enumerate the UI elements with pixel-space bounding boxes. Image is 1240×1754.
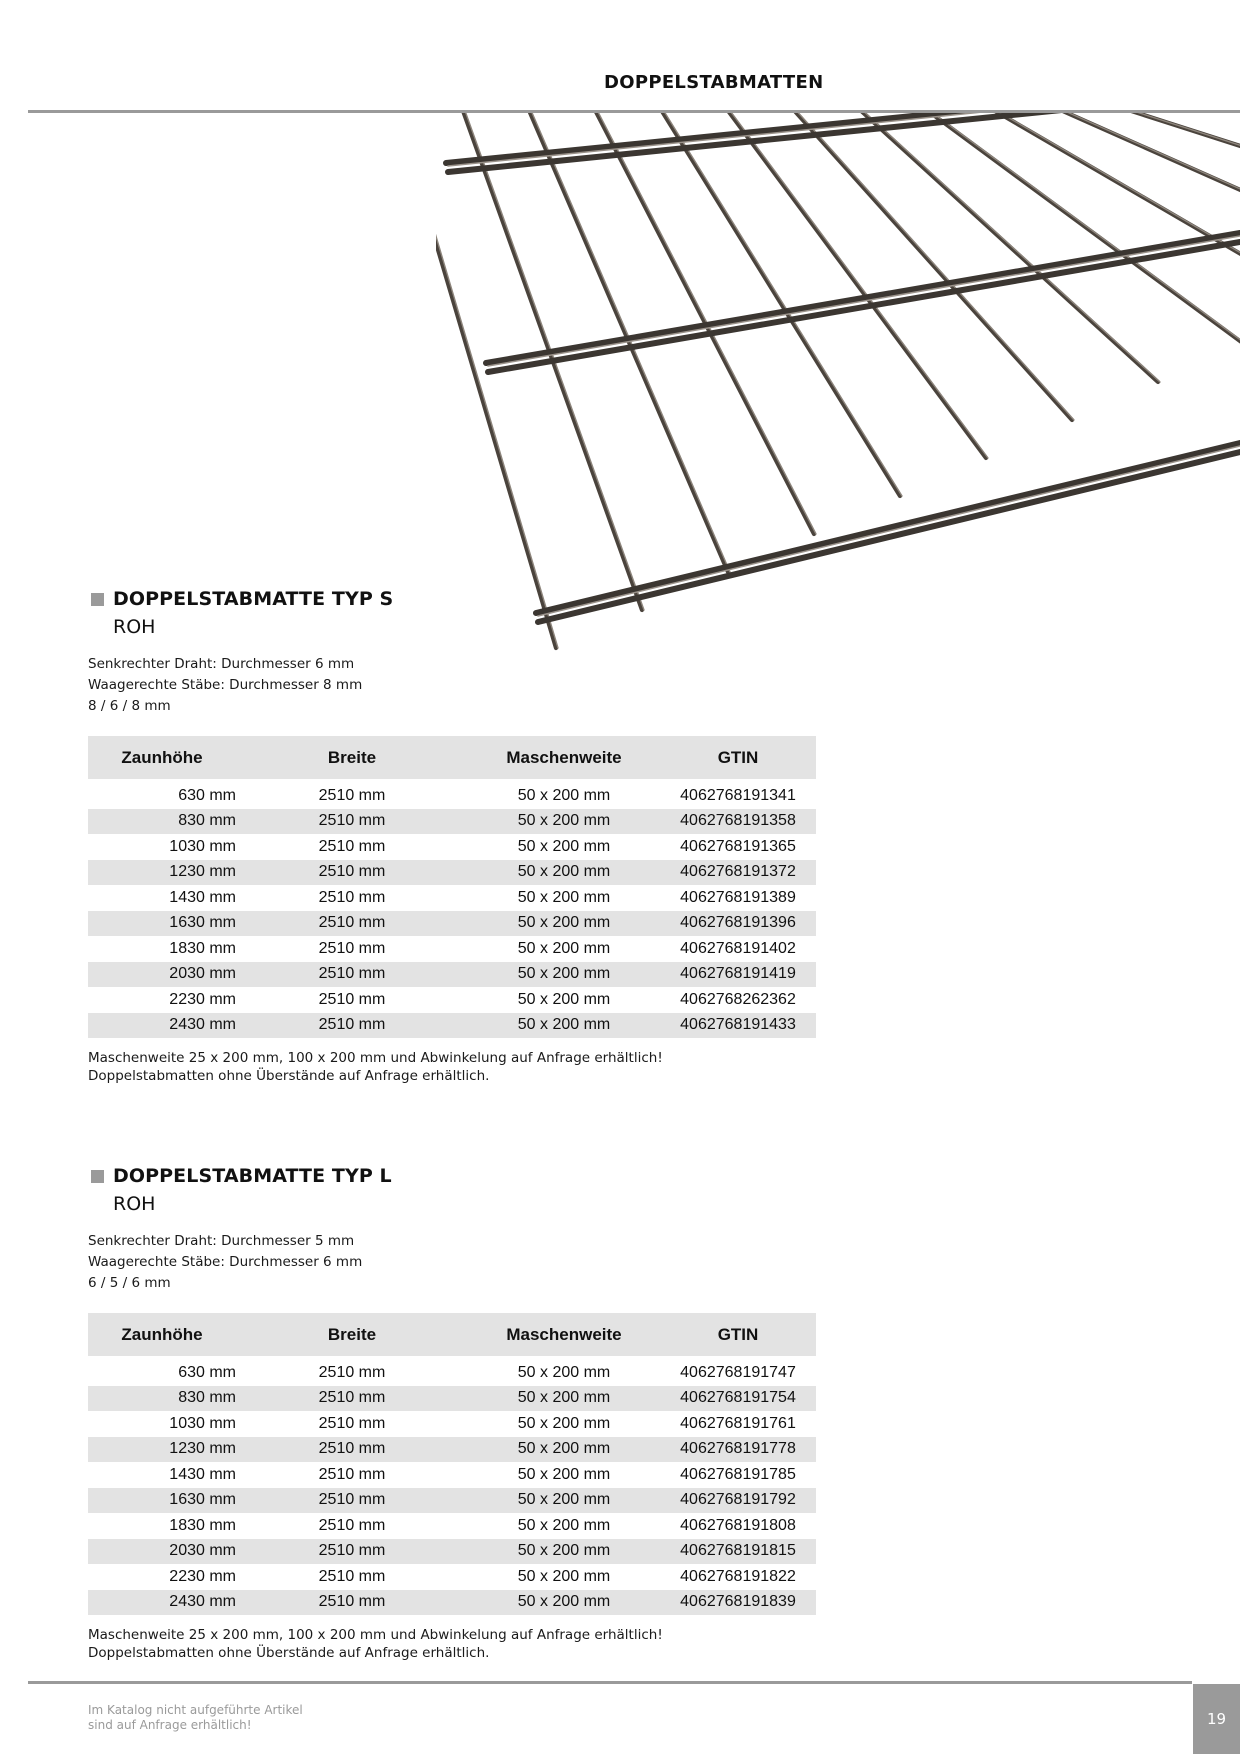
cell-maschenweite: 50 x 200 mm (468, 809, 660, 835)
cell-text: 1430 mm (169, 1465, 236, 1483)
cell-maschenweite: 50 x 200 mm (468, 1513, 660, 1539)
cell-breite: 2510 mm (236, 1462, 468, 1488)
footer-note-line: Im Katalog nicht aufgeführte Artikel (88, 1703, 303, 1717)
table-row (88, 809, 816, 835)
cell-gtin: 4062768191365 (660, 834, 816, 860)
table-row (88, 860, 816, 886)
cell-breite: 2510 mm (236, 1590, 468, 1616)
column-header-breite: Breite (236, 1313, 468, 1356)
cell-breite: 2510 mm (236, 860, 468, 886)
cell-maschenweite: 50 x 200 mm (468, 962, 660, 988)
spec-line: 6 / 5 / 6 mm (88, 1275, 171, 1291)
cell-text: 2030 mm (169, 965, 236, 983)
table-header-row (88, 736, 816, 779)
table-row (88, 783, 816, 809)
cell-breite: 2510 mm (236, 783, 468, 809)
cell-breite: 2510 mm (236, 1488, 468, 1514)
cell-gtin: 4062768191358 (660, 809, 816, 835)
cell-gtin: 4062768191822 (660, 1564, 816, 1590)
cell-zaunhoehe (88, 860, 236, 886)
wire-bar (1122, 113, 1240, 230)
wire-bar (486, 233, 1240, 363)
cell-text: 2430 mm (169, 1016, 236, 1034)
cell-maschenweite: 50 x 200 mm (468, 885, 660, 911)
cell-gtin: 4062768191372 (660, 860, 816, 886)
cell-zaunhoehe (88, 936, 236, 962)
cell-maschenweite: 50 x 200 mm (468, 1539, 660, 1565)
table-row (88, 1462, 816, 1488)
cell-breite: 2510 mm (236, 1386, 468, 1412)
spec-line: Senkrechter Draht: Durchmesser 6 mm (88, 656, 355, 672)
page-number-box (1193, 1684, 1240, 1754)
cell-text: 1830 mm (169, 939, 236, 957)
spec-lines (88, 1231, 816, 1294)
table-row (88, 1360, 816, 1386)
cell-maschenweite: 50 x 200 mm (468, 1590, 660, 1616)
page-number: 19 (1206, 1710, 1227, 1728)
cell-breite: 2510 mm (236, 1360, 468, 1386)
table-row (88, 1488, 816, 1514)
cell-gtin: 4062768191808 (660, 1513, 816, 1539)
cell-breite: 2510 mm (236, 809, 468, 835)
cell-zaunhoehe (88, 885, 236, 911)
table-row (88, 1513, 816, 1539)
note-line: Maschenweite 25 x 200 mm, 100 x 200 mm und Abwinkelung auf Anfrage erhältlich! (88, 1627, 663, 1643)
cell-breite: 2510 mm (236, 1564, 468, 1590)
cell-text: 1430 mm (169, 888, 236, 906)
footer-note (88, 1703, 303, 1733)
product-section-typ-l (88, 1163, 816, 1662)
cell-text: 1230 mm (169, 863, 236, 881)
cell-maschenweite: 50 x 200 mm (468, 783, 660, 809)
cell-gtin: 4062768191747 (660, 1360, 816, 1386)
cell-zaunhoehe (88, 834, 236, 860)
square-bullet-icon (91, 593, 104, 606)
note-line: Doppelstabmatten ohne Überstände auf Anfrage erhältlich. (88, 1067, 490, 1084)
cell-zaunhoehe (88, 1386, 236, 1412)
column-header-gtin: GTIN (660, 736, 816, 779)
column-header-zaunhoehe: Zaunhöhe (88, 1313, 236, 1356)
table-row (88, 1437, 816, 1463)
table-row (88, 1411, 816, 1437)
cell-text: 630 mm (178, 786, 236, 804)
cell-zaunhoehe (88, 783, 236, 809)
column-header-gtin: GTIN (660, 1313, 816, 1356)
section-heading (88, 1163, 816, 1189)
cell-zaunhoehe (88, 911, 236, 937)
table-row (88, 1386, 816, 1412)
cell-maschenweite: 50 x 200 mm (468, 936, 660, 962)
table-row (88, 1013, 816, 1039)
product-section-typ-s (88, 586, 816, 1085)
cell-zaunhoehe (88, 1564, 236, 1590)
cell-gtin: 4062768191389 (660, 885, 816, 911)
section-title: DOPPELSTABMATTE TYP S (113, 588, 394, 610)
cell-zaunhoehe (88, 1539, 236, 1565)
cell-breite: 2510 mm (236, 1539, 468, 1565)
cell-gtin: 4062768191815 (660, 1539, 816, 1565)
column-header-zaunhoehe: Zaunhöhe (88, 736, 236, 779)
cell-maschenweite: 50 x 200 mm (468, 1437, 660, 1463)
cell-maschenweite: 50 x 200 mm (468, 1488, 660, 1514)
cell-text: 1830 mm (169, 1516, 236, 1534)
cell-text: 830 mm (178, 812, 236, 830)
cell-text: 1630 mm (169, 1491, 236, 1509)
cell-text: 2030 mm (169, 1542, 236, 1560)
cell-text: 630 mm (178, 1363, 236, 1381)
table-row (88, 936, 816, 962)
table-row (88, 1590, 816, 1616)
page-header-title: DOPPELSTABMATTEN (604, 72, 824, 93)
cell-gtin: 4062768191778 (660, 1437, 816, 1463)
wire-bar (1124, 113, 1240, 230)
cell-text: 1630 mm (169, 914, 236, 932)
cell-maschenweite: 50 x 200 mm (468, 1360, 660, 1386)
cell-gtin: 4062768191785 (660, 1462, 816, 1488)
cell-breite: 2510 mm (236, 834, 468, 860)
cell-zaunhoehe (88, 809, 236, 835)
section-title: DOPPELSTABMATTE TYP L (113, 1165, 392, 1187)
wire-bar (436, 113, 558, 648)
wire-mesh-illustration (436, 113, 1240, 663)
cell-gtin: 4062768191396 (660, 911, 816, 937)
cell-zaunhoehe (88, 1360, 236, 1386)
cell-gtin: 4062768191761 (660, 1411, 816, 1437)
spec-line: 8 / 6 / 8 mm (88, 698, 171, 714)
table-row (88, 885, 816, 911)
column-header-maschenweite: Maschenweite (468, 1313, 660, 1356)
table-row (88, 911, 816, 937)
square-bullet-icon (91, 1170, 104, 1183)
cell-maschenweite: 50 x 200 mm (468, 1564, 660, 1590)
cell-breite: 2510 mm (236, 962, 468, 988)
cell-text: 2230 mm (169, 1567, 236, 1585)
cell-gtin: 4062768191341 (660, 783, 816, 809)
table-row (88, 962, 816, 988)
cell-maschenweite: 50 x 200 mm (468, 911, 660, 937)
table-row (88, 1564, 816, 1590)
footer-note-line: sind auf Anfrage erhältlich! (88, 1718, 252, 1732)
cell-breite: 2510 mm (236, 936, 468, 962)
table-row (88, 987, 816, 1013)
cell-maschenweite: 50 x 200 mm (468, 987, 660, 1013)
cell-text: 830 mm (178, 1389, 236, 1407)
cell-maschenweite: 50 x 200 mm (468, 1462, 660, 1488)
note-line: Doppelstabmatten ohne Überstände auf Anfrage erhältlich. (88, 1644, 490, 1661)
cell-text: 2230 mm (169, 990, 236, 1008)
column-header-breite: Breite (236, 736, 468, 779)
cell-breite: 2510 mm (236, 987, 468, 1013)
product-table (88, 1313, 816, 1615)
cell-text: 1030 mm (169, 837, 236, 855)
section-subtitle: ROH (113, 616, 156, 638)
cell-maschenweite: 50 x 200 mm (468, 1411, 660, 1437)
cell-zaunhoehe (88, 1013, 236, 1039)
cell-gtin: 4062768191792 (660, 1488, 816, 1514)
cell-text: 1230 mm (169, 1440, 236, 1458)
cell-breite: 2510 mm (236, 1513, 468, 1539)
spec-line: Senkrechter Draht: Durchmesser 5 mm (88, 1233, 355, 1249)
cell-breite: 2510 mm (236, 911, 468, 937)
cell-maschenweite: 50 x 200 mm (468, 1013, 660, 1039)
cell-zaunhoehe (88, 1488, 236, 1514)
spec-line: Waagerechte Stäbe: Durchmesser 8 mm (88, 677, 363, 693)
cell-breite: 2510 mm (236, 1437, 468, 1463)
footer-divider (28, 1681, 1192, 1684)
cell-zaunhoehe (88, 1513, 236, 1539)
product-table (88, 736, 816, 1038)
cell-zaunhoehe (88, 1462, 236, 1488)
spec-lines (88, 654, 816, 717)
cell-breite: 2510 mm (236, 885, 468, 911)
cell-gtin: 4062768262362 (660, 987, 816, 1013)
cell-gtin: 4062768191839 (660, 1590, 816, 1616)
cell-text: 2430 mm (169, 1593, 236, 1611)
cell-gtin: 4062768191419 (660, 962, 816, 988)
section-heading (88, 586, 816, 612)
table-header-row (88, 1313, 816, 1356)
wire-bar (436, 113, 556, 648)
cell-gtin: 4062768191433 (660, 1013, 816, 1039)
note-line: Maschenweite 25 x 200 mm, 100 x 200 mm und Abwinkelung auf Anfrage erhältlich! (88, 1050, 663, 1066)
table-row (88, 1539, 816, 1565)
cell-zaunhoehe (88, 987, 236, 1013)
table-row (88, 834, 816, 860)
cell-text: 1030 mm (169, 1414, 236, 1432)
cell-maschenweite: 50 x 200 mm (468, 834, 660, 860)
cell-zaunhoehe (88, 962, 236, 988)
cell-gtin: 4062768191402 (660, 936, 816, 962)
cell-breite: 2510 mm (236, 1013, 468, 1039)
cell-breite: 2510 mm (236, 1411, 468, 1437)
wire-mesh-panel-photo (436, 113, 1240, 663)
cell-maschenweite: 50 x 200 mm (468, 1386, 660, 1412)
column-header-maschenweite: Maschenweite (468, 736, 660, 779)
section-notes (88, 1050, 816, 1085)
wire-bar (488, 236, 1240, 366)
section-notes (88, 1627, 816, 1662)
cell-gtin: 4062768191754 (660, 1386, 816, 1412)
cell-zaunhoehe (88, 1590, 236, 1616)
cell-zaunhoehe (88, 1437, 236, 1463)
spec-line: Waagerechte Stäbe: Durchmesser 6 mm (88, 1254, 363, 1270)
section-subtitle: ROH (113, 1193, 156, 1215)
cell-zaunhoehe (88, 1411, 236, 1437)
cell-maschenweite: 50 x 200 mm (468, 860, 660, 886)
